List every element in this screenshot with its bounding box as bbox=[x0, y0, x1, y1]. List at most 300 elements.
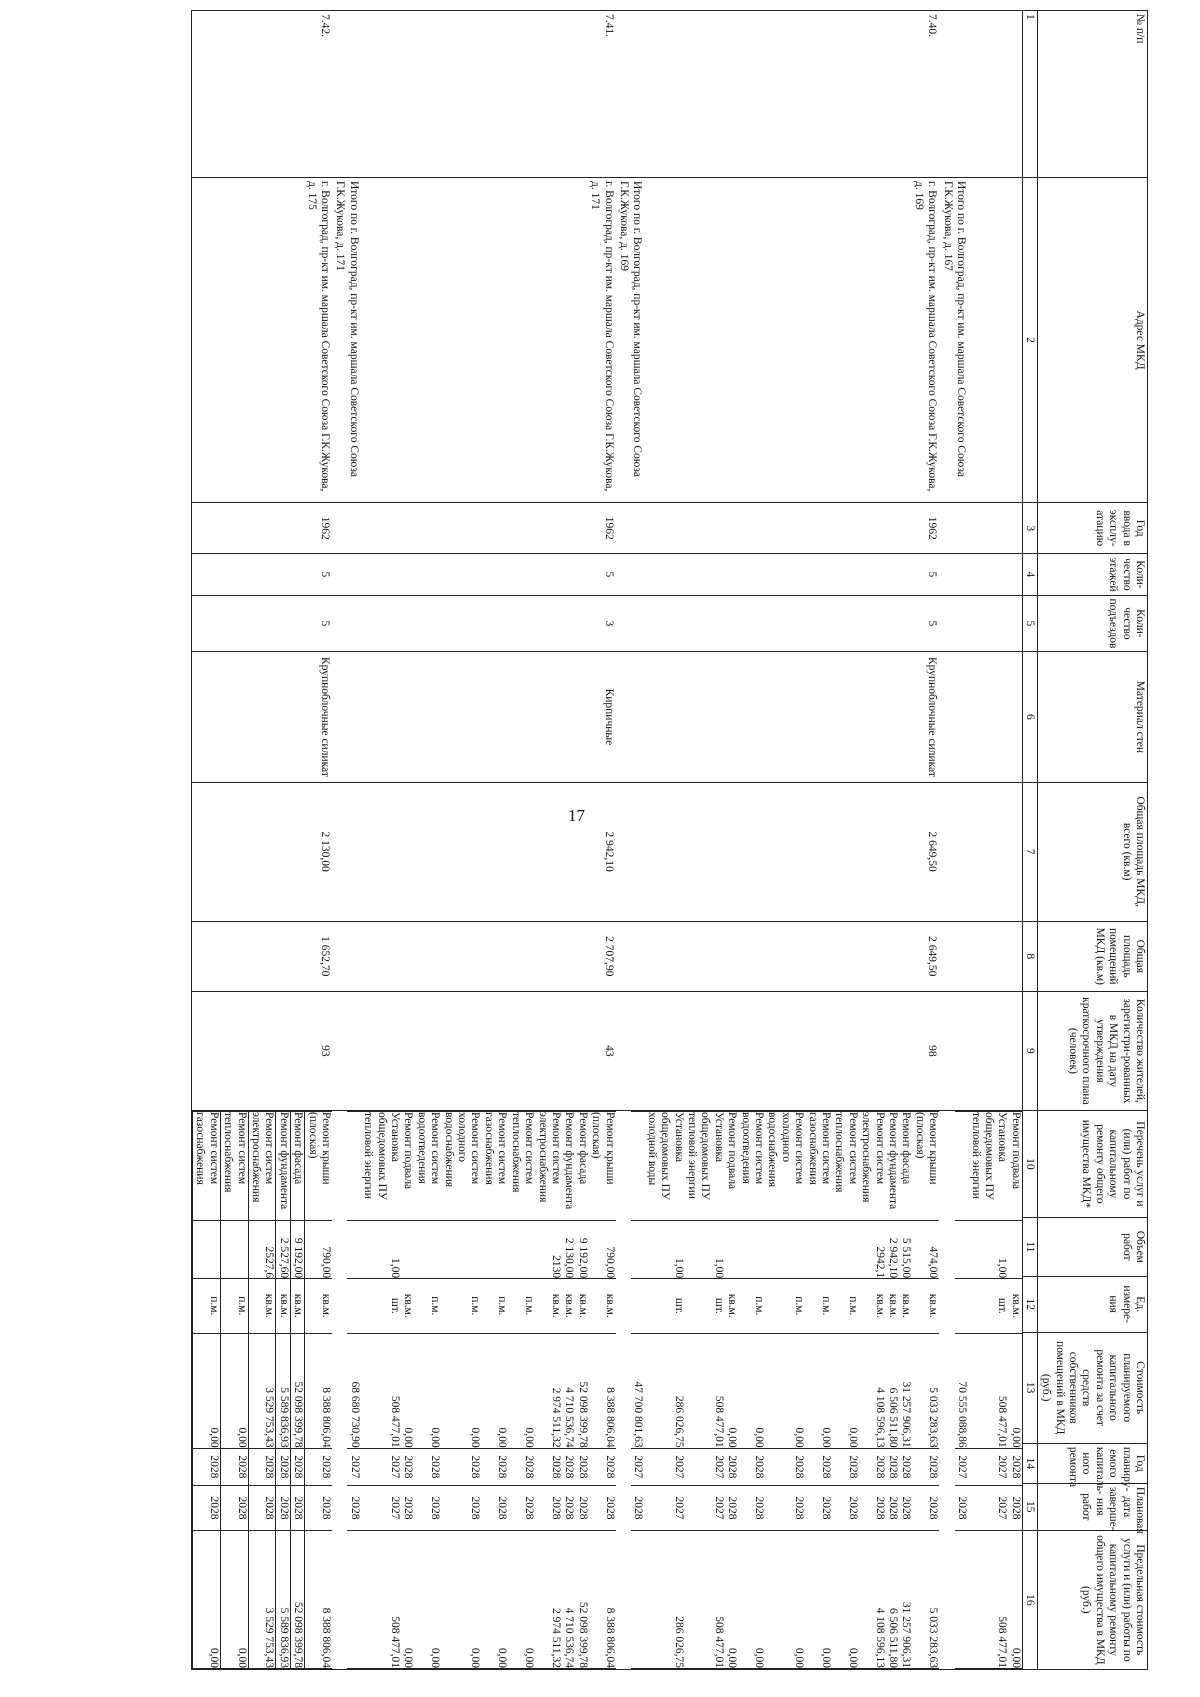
total-spacer bbox=[955, 1279, 968, 1333]
header-cell: Плановая дата заверше-ния работ bbox=[1037, 1483, 1147, 1530]
work-date: 2028 bbox=[248, 1486, 276, 1531]
work-unit: шт. bbox=[644, 1279, 684, 1333]
work-unit: кв.м. bbox=[401, 1279, 414, 1333]
total-row bbox=[332, 11, 361, 1670]
work-year: 2028 bbox=[276, 1448, 290, 1486]
row-number: 7.41. bbox=[361, 11, 616, 178]
work-cost: 0,00 bbox=[765, 1333, 805, 1448]
work-max-cost: 3 529 753,43 bbox=[248, 1530, 276, 1668]
work-cost: 0,00 bbox=[414, 1333, 441, 1448]
total-date: 2028 bbox=[347, 1486, 360, 1531]
work-max-cost: 0,00 bbox=[482, 1530, 509, 1668]
work-max-cost: 0,00 bbox=[1008, 1530, 1021, 1668]
work-max-cost: 31 257 906,31 bbox=[899, 1530, 912, 1668]
total-spacer bbox=[347, 1111, 360, 1220]
work-year: 2028 bbox=[886, 1448, 899, 1486]
work-date: 2028 bbox=[276, 1486, 290, 1531]
empty-cell bbox=[616, 782, 645, 921]
empty-cell bbox=[332, 595, 361, 652]
work-item bbox=[738, 1111, 765, 1668]
work-cost: 6 506 511,80 bbox=[886, 1333, 899, 1448]
floors: 5 bbox=[191, 554, 332, 595]
work-volume: 2942,1 bbox=[859, 1220, 886, 1278]
work-year: 2028 bbox=[441, 1448, 481, 1486]
work-cost: 508 477,01 bbox=[361, 1333, 401, 1448]
area-total: 2 649,50 bbox=[644, 782, 939, 921]
work-unit: кв.м. bbox=[913, 1279, 940, 1333]
work-name: Ремонт систем газоснабжения bbox=[805, 1111, 832, 1220]
work-cost: 0,00 bbox=[1008, 1333, 1021, 1448]
column-number: 5 bbox=[1022, 595, 1037, 652]
area-premises: 1 652,70 bbox=[191, 921, 332, 991]
work-volume: 2 527,60 bbox=[276, 1220, 290, 1278]
work-volume bbox=[725, 1220, 738, 1278]
work-name: Ремонт крыши (плоская) bbox=[913, 1111, 940, 1220]
entrances: 5 bbox=[644, 595, 939, 652]
work-cost: 0,00 bbox=[441, 1333, 481, 1448]
column-number: 11 bbox=[1022, 1217, 1037, 1276]
column-number: 6 bbox=[1022, 652, 1037, 782]
continuation-row bbox=[968, 11, 1022, 1670]
total-spacer bbox=[347, 1530, 360, 1668]
header-cell: Адрес МКД bbox=[1037, 178, 1147, 503]
work-date: 2027 bbox=[361, 1486, 401, 1531]
empty-cell bbox=[939, 503, 968, 554]
work-date: 2028 bbox=[401, 1486, 414, 1531]
row-number: 7.40. bbox=[644, 11, 939, 178]
work-item bbox=[968, 1111, 1008, 1668]
year-built: 1962 bbox=[191, 503, 332, 554]
work-date: 2027 bbox=[685, 1486, 725, 1531]
work-year: 2027 bbox=[968, 1448, 1008, 1486]
work-year: 2028 bbox=[290, 1448, 304, 1486]
work-year: 2028 bbox=[305, 1448, 332, 1486]
wall-material: Крупноблочные силикат bbox=[191, 652, 332, 782]
total-cost: 68 680 730,90 bbox=[347, 1333, 360, 1448]
year-built: 1962 bbox=[644, 503, 939, 554]
work-cost: 52 098 399,78 bbox=[575, 1333, 588, 1448]
works-cell bbox=[332, 1110, 361, 1669]
work-cost: 4 710 536,74 bbox=[562, 1333, 575, 1448]
work-unit: кв.м. bbox=[248, 1279, 276, 1333]
work-cost: 8 388 806,04 bbox=[305, 1333, 332, 1448]
address: г. Волгоград, пр-кт им. маршала Советского Союза Г.К.Жукова, д. 169 bbox=[644, 178, 939, 503]
total-row bbox=[616, 11, 645, 1670]
work-date: 2028 bbox=[899, 1486, 912, 1531]
house-row bbox=[644, 11, 939, 1670]
work-unit: п.м. bbox=[738, 1279, 765, 1333]
repair-plan-table bbox=[191, 10, 1148, 1670]
work-item bbox=[886, 1111, 899, 1668]
work-name: Ремонт фундамента bbox=[562, 1111, 575, 1220]
header-cell: Перечень услуг и (или) работ по капитальному ремонту общего имущества МКД* bbox=[1037, 1110, 1147, 1217]
work-cost: 2 974 511,32 bbox=[535, 1333, 562, 1448]
work-cost: 508 477,01 bbox=[685, 1333, 725, 1448]
work-max-cost: 0,00 bbox=[765, 1530, 805, 1668]
area-premises: 2 707,90 bbox=[361, 921, 616, 991]
page-number: 17 bbox=[568, 806, 585, 825]
total-spacer bbox=[631, 1111, 644, 1220]
work-cost: 5 033 283,63 bbox=[913, 1333, 940, 1448]
work-unit: кв.м. bbox=[305, 1279, 332, 1333]
empty-cell bbox=[616, 921, 645, 991]
header-cell: Коли-чество подъездов bbox=[1037, 595, 1147, 652]
work-year: 2028 bbox=[248, 1448, 276, 1486]
work-name: Ремонт систем водоотведения bbox=[738, 1111, 765, 1220]
work-volume: 790,00 bbox=[305, 1220, 332, 1278]
work-unit: п.м. bbox=[832, 1279, 859, 1333]
work-item bbox=[765, 1111, 805, 1668]
column-number: 16 bbox=[1022, 1530, 1037, 1669]
empty-cell bbox=[939, 652, 968, 782]
work-max-cost: 0,00 bbox=[401, 1530, 414, 1668]
rotated-sheet bbox=[16, 10, 1148, 1670]
work-name: Ремонт систем теплоснабжения bbox=[220, 1111, 248, 1220]
work-unit: кв.м. bbox=[899, 1279, 912, 1333]
total-year: 2027 bbox=[955, 1448, 968, 1486]
column-number-row bbox=[1022, 11, 1037, 1670]
empty-cell bbox=[939, 782, 968, 921]
work-year: 2028 bbox=[414, 1448, 441, 1486]
empty-cell bbox=[332, 782, 361, 921]
work-item bbox=[276, 1111, 290, 1668]
work-cost: 5 589 836,93 bbox=[276, 1333, 290, 1448]
work-year: 2028 bbox=[535, 1448, 562, 1486]
work-max-cost: 0,00 bbox=[220, 1530, 248, 1668]
total-row bbox=[939, 11, 968, 1670]
header-cell: Предельная стоимость услуги и (или) работы по капитальному ремонту общего имущества в МКД (руб.) bbox=[1037, 1530, 1147, 1669]
work-date: 2028 bbox=[220, 1486, 248, 1531]
empty-cell bbox=[939, 595, 968, 652]
work-item bbox=[441, 1111, 481, 1668]
empty-cell bbox=[968, 991, 1022, 1110]
empty-cell bbox=[616, 503, 645, 554]
work-date: 2028 bbox=[305, 1486, 332, 1531]
total-values bbox=[347, 1111, 360, 1668]
work-cost: 0,00 bbox=[832, 1333, 859, 1448]
header-cell: № п/п bbox=[1037, 11, 1147, 178]
works-table bbox=[361, 1111, 616, 1669]
empty-cell bbox=[616, 652, 645, 782]
work-item bbox=[913, 1111, 940, 1668]
address: г. Волгоград, пр-кт им. маршала Советского Союза Г.К.Жукова, д. 175 bbox=[191, 178, 332, 503]
work-name: Установка общедомовых ПУ тепловой энергии bbox=[685, 1111, 725, 1220]
work-item bbox=[508, 1111, 535, 1668]
work-volume bbox=[765, 1220, 805, 1278]
residents: 98 bbox=[644, 991, 939, 1110]
work-unit: шт. bbox=[361, 1279, 401, 1333]
column-number: 8 bbox=[1022, 921, 1037, 991]
work-unit: кв.м. bbox=[562, 1279, 575, 1333]
wall-material: Кирпичные bbox=[361, 652, 616, 782]
work-year: 2028 bbox=[859, 1448, 886, 1486]
work-year: 2028 bbox=[589, 1448, 616, 1486]
works-table bbox=[968, 1111, 1022, 1669]
total-spacer bbox=[955, 1530, 968, 1668]
works-cell bbox=[644, 1110, 939, 1669]
work-cost: 31 257 906,31 bbox=[899, 1333, 912, 1448]
work-year: 2028 bbox=[401, 1448, 414, 1486]
header-cell: Объем работ bbox=[1037, 1217, 1147, 1276]
floors: 5 bbox=[361, 554, 616, 595]
total-label: Итого по г. Волгоград, пр-кт им. маршала Советского Союза Г.К.Жукова, д. 167 bbox=[939, 178, 968, 503]
work-cost: 0,00 bbox=[482, 1333, 509, 1448]
column-number: 2 bbox=[1022, 178, 1037, 503]
work-year: 2028 bbox=[832, 1448, 859, 1486]
work-name: Установка общедомовых ПУ холодной воды bbox=[644, 1111, 684, 1220]
work-name: Ремонт фундамента bbox=[276, 1111, 290, 1220]
work-name: Ремонт фасада bbox=[575, 1111, 588, 1220]
column-number: 9 bbox=[1022, 991, 1037, 1110]
empty-cell bbox=[332, 921, 361, 991]
work-item bbox=[1008, 1111, 1021, 1668]
work-date: 2028 bbox=[886, 1486, 899, 1531]
work-cost: 3 529 753,43 bbox=[248, 1333, 276, 1448]
work-cost: 0,00 bbox=[725, 1333, 738, 1448]
total-label: Итого по г. Волгоград, пр-кт им. маршала Советского Союза Г.К.Жукова, д. 169 bbox=[616, 178, 645, 503]
work-item bbox=[589, 1111, 616, 1668]
work-max-cost: 286 026,75 bbox=[644, 1530, 684, 1668]
works-table bbox=[347, 1111, 360, 1669]
work-volume: 9 192,00 bbox=[290, 1220, 304, 1278]
total-values bbox=[955, 1111, 968, 1668]
work-year: 2028 bbox=[192, 1448, 220, 1486]
work-date: 2028 bbox=[535, 1486, 562, 1531]
work-date: 2028 bbox=[441, 1486, 481, 1531]
work-max-cost: 0,00 bbox=[832, 1530, 859, 1668]
work-name: Ремонт фасада bbox=[899, 1111, 912, 1220]
table-header bbox=[1022, 11, 1147, 1670]
work-item bbox=[290, 1111, 304, 1668]
house-row bbox=[191, 11, 332, 1670]
area-total: 2 942,10 bbox=[361, 782, 616, 921]
work-item bbox=[562, 1111, 575, 1668]
work-cost: 52 098 399,78 bbox=[290, 1333, 304, 1448]
work-date: 2028 bbox=[765, 1486, 805, 1531]
total-year: 2027 bbox=[631, 1448, 644, 1486]
header-cell: Общая площадь МКД, всего (кв.м) bbox=[1037, 782, 1147, 921]
work-name: Ремонт систем газоснабжения bbox=[482, 1111, 509, 1220]
work-max-cost: 8 388 806,04 bbox=[589, 1530, 616, 1668]
wall-material: Крупноблочные силикат bbox=[644, 652, 939, 782]
column-number: 7 bbox=[1022, 782, 1037, 921]
work-unit: кв.м. bbox=[1008, 1279, 1021, 1333]
work-item bbox=[644, 1111, 684, 1668]
work-unit: п.м. bbox=[482, 1279, 509, 1333]
work-volume bbox=[441, 1220, 481, 1278]
work-unit: п.м. bbox=[441, 1279, 481, 1333]
header-cell: Ед. измере-ния bbox=[1037, 1276, 1147, 1332]
work-max-cost: 2 974 511,32 bbox=[535, 1530, 562, 1668]
work-item bbox=[685, 1111, 725, 1668]
work-year: 2028 bbox=[913, 1448, 940, 1486]
work-volume bbox=[832, 1220, 859, 1278]
header-cell: Общая площадь помещений МКД (кв.м) bbox=[1037, 921, 1147, 991]
work-date: 2028 bbox=[589, 1486, 616, 1531]
work-max-cost: 0,00 bbox=[192, 1530, 220, 1668]
works-cell bbox=[361, 1110, 616, 1669]
work-max-cost: 5 589 836,93 bbox=[276, 1530, 290, 1668]
work-date: 2027 bbox=[968, 1486, 1008, 1531]
empty-cell bbox=[968, 921, 1022, 991]
work-item bbox=[832, 1111, 859, 1668]
work-name: Ремонт систем теплоснабжения bbox=[508, 1111, 535, 1220]
work-volume: 1,00 bbox=[361, 1220, 401, 1278]
total-cost: 70 555 088,86 bbox=[955, 1333, 968, 1448]
work-volume bbox=[414, 1220, 441, 1278]
work-unit: п.м. bbox=[805, 1279, 832, 1333]
work-cost: 0,00 bbox=[508, 1333, 535, 1448]
empty-cell bbox=[939, 554, 968, 595]
column-number: 10 bbox=[1022, 1110, 1037, 1217]
total-cost: 47 700 801,63 bbox=[631, 1333, 644, 1448]
work-unit: п.м. bbox=[220, 1279, 248, 1333]
work-name: Ремонт систем теплоснабжения bbox=[832, 1111, 859, 1220]
entrances: 5 bbox=[191, 595, 332, 652]
work-unit: кв.м. bbox=[725, 1279, 738, 1333]
work-item bbox=[482, 1111, 509, 1668]
work-cost: 286 026,75 bbox=[644, 1333, 684, 1448]
total-spacer bbox=[631, 1530, 644, 1668]
work-volume bbox=[401, 1220, 414, 1278]
work-year: 2028 bbox=[508, 1448, 535, 1486]
work-max-cost: 5 033 283,63 bbox=[913, 1530, 940, 1668]
column-number: 3 bbox=[1022, 503, 1037, 554]
work-cost: 0,00 bbox=[401, 1333, 414, 1448]
work-item bbox=[725, 1111, 738, 1668]
work-year: 2027 bbox=[644, 1448, 684, 1486]
work-item bbox=[192, 1111, 220, 1668]
empty-cell bbox=[939, 921, 968, 991]
empty-cell bbox=[968, 595, 1022, 652]
work-volume: 1,00 bbox=[644, 1220, 684, 1278]
work-unit: шт. bbox=[968, 1279, 1008, 1333]
residents: 93 bbox=[191, 991, 332, 1110]
header-cell: Год ввода в эксплу-атацию bbox=[1037, 503, 1147, 554]
work-volume bbox=[508, 1220, 535, 1278]
work-volume: 2527,6 bbox=[248, 1220, 276, 1278]
work-volume: 1,00 bbox=[685, 1220, 725, 1278]
header-cell: Материал стен bbox=[1037, 652, 1147, 782]
work-max-cost: 52 098 399,78 bbox=[575, 1530, 588, 1668]
total-values bbox=[631, 1111, 644, 1668]
work-year: 2028 bbox=[562, 1448, 575, 1486]
work-volume: 790,00 bbox=[589, 1220, 616, 1278]
work-volume: 1,00 bbox=[968, 1220, 1008, 1278]
area-premises: 2 649,50 bbox=[644, 921, 939, 991]
work-date: 2028 bbox=[725, 1486, 738, 1531]
empty-cell bbox=[939, 11, 968, 178]
work-max-cost: 8 388 806,04 bbox=[305, 1530, 332, 1668]
work-name: Ремонт систем холодного водоснабжения bbox=[765, 1111, 805, 1220]
empty-cell bbox=[968, 11, 1022, 178]
work-year: 2028 bbox=[738, 1448, 765, 1486]
works-table bbox=[192, 1111, 332, 1669]
work-max-cost: 0,00 bbox=[441, 1530, 481, 1668]
column-number: 1 bbox=[1022, 11, 1037, 178]
empty-cell bbox=[616, 11, 645, 178]
work-max-cost: 0,00 bbox=[414, 1530, 441, 1668]
address: г. Волгоград, пр-кт им. маршала Советского Союза Г.К.Жукова, д. 171 bbox=[361, 178, 616, 503]
work-date: 2028 bbox=[913, 1486, 940, 1531]
total-spacer bbox=[631, 1279, 644, 1333]
work-cost: 0,00 bbox=[192, 1333, 220, 1448]
works-table bbox=[955, 1111, 968, 1669]
work-cost: 0,00 bbox=[805, 1333, 832, 1448]
total-spacer bbox=[347, 1220, 360, 1278]
row-number: 7.42. bbox=[191, 11, 332, 178]
area-total: 2 130,00 bbox=[191, 782, 332, 921]
work-year: 2028 bbox=[765, 1448, 805, 1486]
total-year: 2027 bbox=[347, 1448, 360, 1486]
empty-cell bbox=[968, 652, 1022, 782]
work-unit: кв.м. bbox=[535, 1279, 562, 1333]
works-cell bbox=[968, 1110, 1022, 1669]
work-date: 2028 bbox=[508, 1486, 535, 1531]
work-unit: шт. bbox=[685, 1279, 725, 1333]
column-number: 12 bbox=[1022, 1276, 1037, 1332]
work-unit: п.м. bbox=[508, 1279, 535, 1333]
empty-cell bbox=[332, 503, 361, 554]
work-max-cost: 0,00 bbox=[738, 1530, 765, 1668]
work-date: 2028 bbox=[290, 1486, 304, 1531]
work-date: 2028 bbox=[738, 1486, 765, 1531]
work-volume bbox=[220, 1220, 248, 1278]
total-date: 2028 bbox=[955, 1486, 968, 1531]
work-max-cost: 0,00 bbox=[725, 1530, 738, 1668]
works-table bbox=[631, 1111, 644, 1669]
work-name: Ремонт подвала bbox=[401, 1111, 414, 1220]
work-date: 2028 bbox=[192, 1486, 220, 1531]
work-name: Ремонт систем холодного водоснабжения bbox=[441, 1111, 481, 1220]
work-name: Ремонт фасада bbox=[290, 1111, 304, 1220]
work-name: Ремонт систем водоотведения bbox=[414, 1111, 441, 1220]
total-spacer bbox=[347, 1279, 360, 1333]
work-max-cost: 4 108 596,13 bbox=[859, 1530, 886, 1668]
work-year: 2028 bbox=[805, 1448, 832, 1486]
work-volume bbox=[1008, 1220, 1021, 1278]
header-cell: Количество жителей, зарегистри-рованных в МКД на дату утверждения краткосрочного плана (человек) bbox=[1037, 991, 1147, 1110]
work-item bbox=[575, 1111, 588, 1668]
work-date: 2028 bbox=[859, 1486, 886, 1531]
work-volume: 474,00 bbox=[913, 1220, 940, 1278]
empty-cell bbox=[616, 595, 645, 652]
empty-cell bbox=[968, 782, 1022, 921]
empty-cell bbox=[968, 178, 1022, 503]
work-item bbox=[535, 1111, 562, 1668]
work-name: Ремонт систем газоснабжения bbox=[192, 1111, 220, 1220]
work-cost: 0,00 bbox=[220, 1333, 248, 1448]
work-cost: 508 477,01 bbox=[968, 1333, 1008, 1448]
works-cell bbox=[616, 1110, 645, 1669]
empty-cell bbox=[968, 503, 1022, 554]
work-volume: 2 130,00 bbox=[562, 1220, 575, 1278]
work-cost: 4 108 596,13 bbox=[859, 1333, 886, 1448]
work-date: 2028 bbox=[805, 1486, 832, 1531]
work-volume bbox=[738, 1220, 765, 1278]
work-max-cost: 508 477,01 bbox=[968, 1530, 1008, 1668]
work-volume: 2 942,10 bbox=[886, 1220, 899, 1278]
residents: 43 bbox=[361, 991, 616, 1110]
work-item bbox=[248, 1111, 276, 1668]
empty-cell bbox=[968, 554, 1022, 595]
work-unit: кв.м. bbox=[575, 1279, 588, 1333]
work-max-cost: 508 477,01 bbox=[361, 1530, 401, 1668]
work-date: 2028 bbox=[562, 1486, 575, 1531]
work-unit: кв.м. bbox=[886, 1279, 899, 1333]
work-date: 2027 bbox=[644, 1486, 684, 1531]
work-year: 2027 bbox=[361, 1448, 401, 1486]
